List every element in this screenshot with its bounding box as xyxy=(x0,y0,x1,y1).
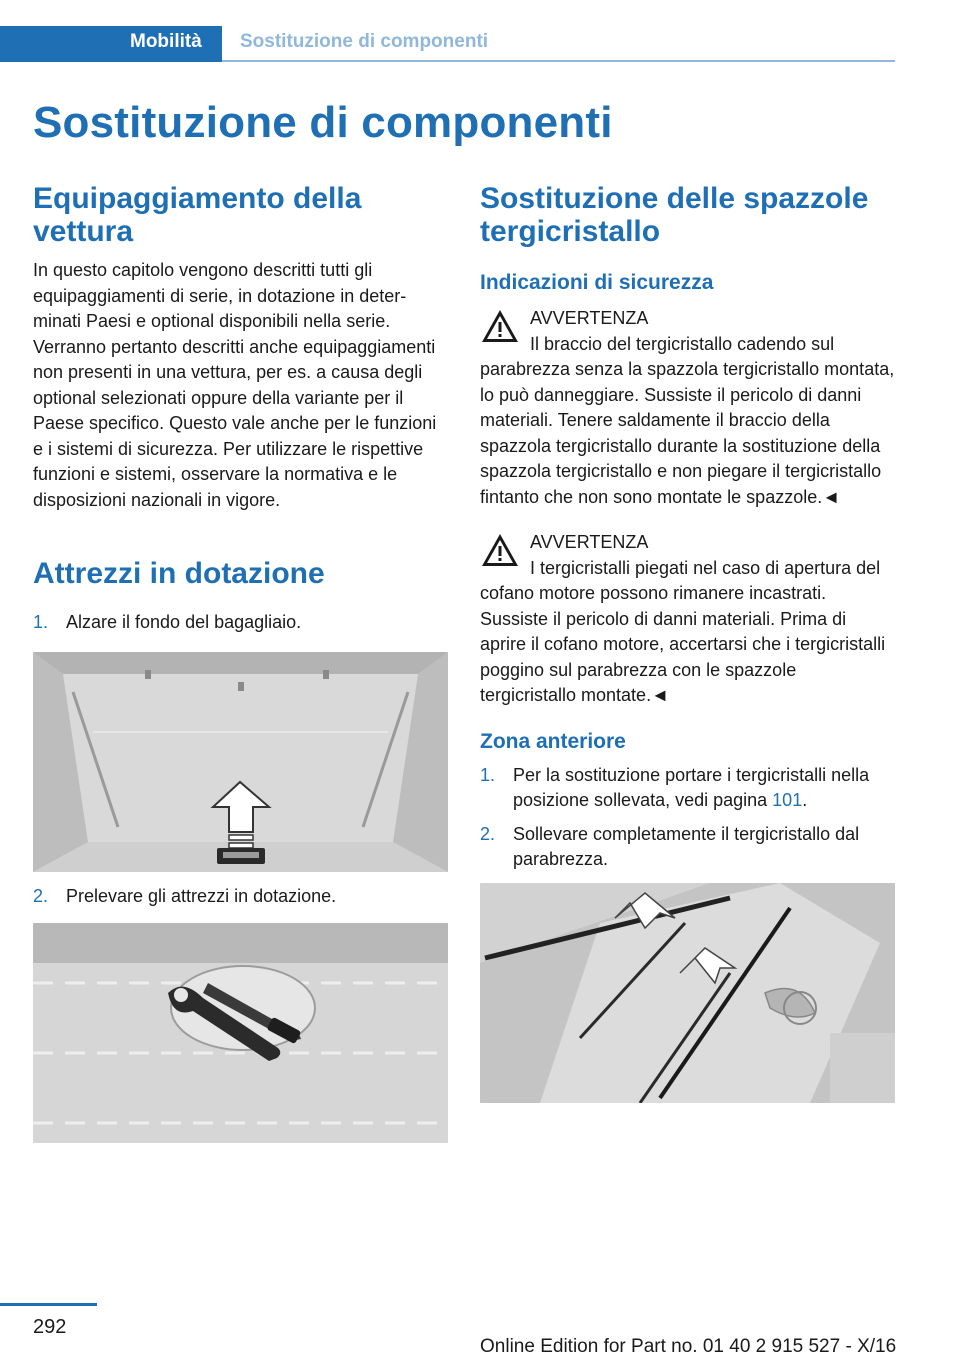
warning-title: AVVERTENZA xyxy=(530,532,649,552)
equipment-text: In questo capitolo vengono descritti tutti gli equipaggiamenti di serie, in dotazione in determinati Paesi e optional disponibili nella serie. Verranno pertanto descritti anche equipaggiamenti non presenti in una vettura, per es. a causa degli optional selezionati oppure della variante per il Paese specifico. Questo vale anche per le funzioni e i sistemi di sicurezza. Per utilizzare le rispettive funzioni e sistemi, osservare la normativa e le disposizioni nazionali in vigore. xyxy=(33,260,437,510)
chapter-label: Sostituzione di componenti xyxy=(240,31,489,52)
equipment-heading: Equipaggiamento della vettura xyxy=(33,182,362,248)
warning-text: Il braccio del tergicristallo cadendo sul parabrezza senza la spazzola tergicristallo montata, lo può danneggiare. Sussiste il pericolo di danni materiali. Tenere saldamente il braccio della spazzola tergicristallo durante la sostituzione della spazzola tergicristallo e non piegare il tergicristallo fintanto che non sono montate le spazzole.◄ xyxy=(480,333,895,507)
step-text: Sollevare completamente il tergicristallo dal parabrezza. xyxy=(513,823,860,869)
warning-title: AVVERTENZA xyxy=(530,308,649,328)
wiper-step-2 xyxy=(480,822,895,873)
tools-step-2 xyxy=(33,884,448,910)
left-column xyxy=(33,182,448,1143)
page-reference-link[interactable]: 101 xyxy=(772,790,803,810)
page-number: 292 xyxy=(33,1316,67,1338)
step-text: Alzare il fondo del bagagliaio. xyxy=(66,612,302,632)
step-text: Prelevare gli attrezzi in dotazione. xyxy=(66,885,337,906)
edition-note: Online Edition for Part no. 01 40 2 915 527 - X/16 xyxy=(480,1336,897,1357)
page-header xyxy=(0,0,895,62)
page-title: Sostituzione di componenti xyxy=(33,98,613,147)
warning-triangle-icon xyxy=(480,532,520,568)
tools-step-1 xyxy=(33,610,448,636)
trunk-floor-illustration xyxy=(33,652,448,872)
header-rule xyxy=(222,60,895,62)
wiper-heading: Sostituzione delle spazzole tergicristallo xyxy=(480,182,869,248)
right-column xyxy=(480,182,895,1103)
warning-block-2 xyxy=(480,530,895,709)
front-area-heading: Zona anteriore xyxy=(480,729,626,753)
tools-heading: Attrezzi in dotazione xyxy=(33,557,325,590)
warning-triangle-icon xyxy=(480,308,520,344)
step-number: 2. xyxy=(33,885,49,906)
section-label: Mobilità xyxy=(130,31,202,52)
step-text-end: . xyxy=(802,790,808,810)
footer-rule xyxy=(0,1303,97,1306)
step-text: Per la sostituzione portare i tergicristalli nella posizione sollevata, vedi pagina xyxy=(513,764,870,810)
warning-text: I tergicristalli piegati nel caso di apertura del cofano motore possono rimanere incastrati. Sussiste il pericolo di danni materiali. Prima di aprire il cofano motore, accertarsi che i tergicristalli poggino sul parabrezza con le spazzole tergicristallo montate.◄ xyxy=(480,557,886,705)
step-number: 2. xyxy=(480,823,496,844)
wiper-illustration xyxy=(480,883,895,1103)
step-number: 1. xyxy=(33,612,49,632)
wiper-step-1 xyxy=(480,763,895,814)
step-number: 1. xyxy=(480,764,496,785)
tool-kit-illustration xyxy=(33,923,448,1143)
warning-block-1 xyxy=(480,306,895,510)
safety-heading: Indicazioni di sicurezza xyxy=(480,271,714,294)
